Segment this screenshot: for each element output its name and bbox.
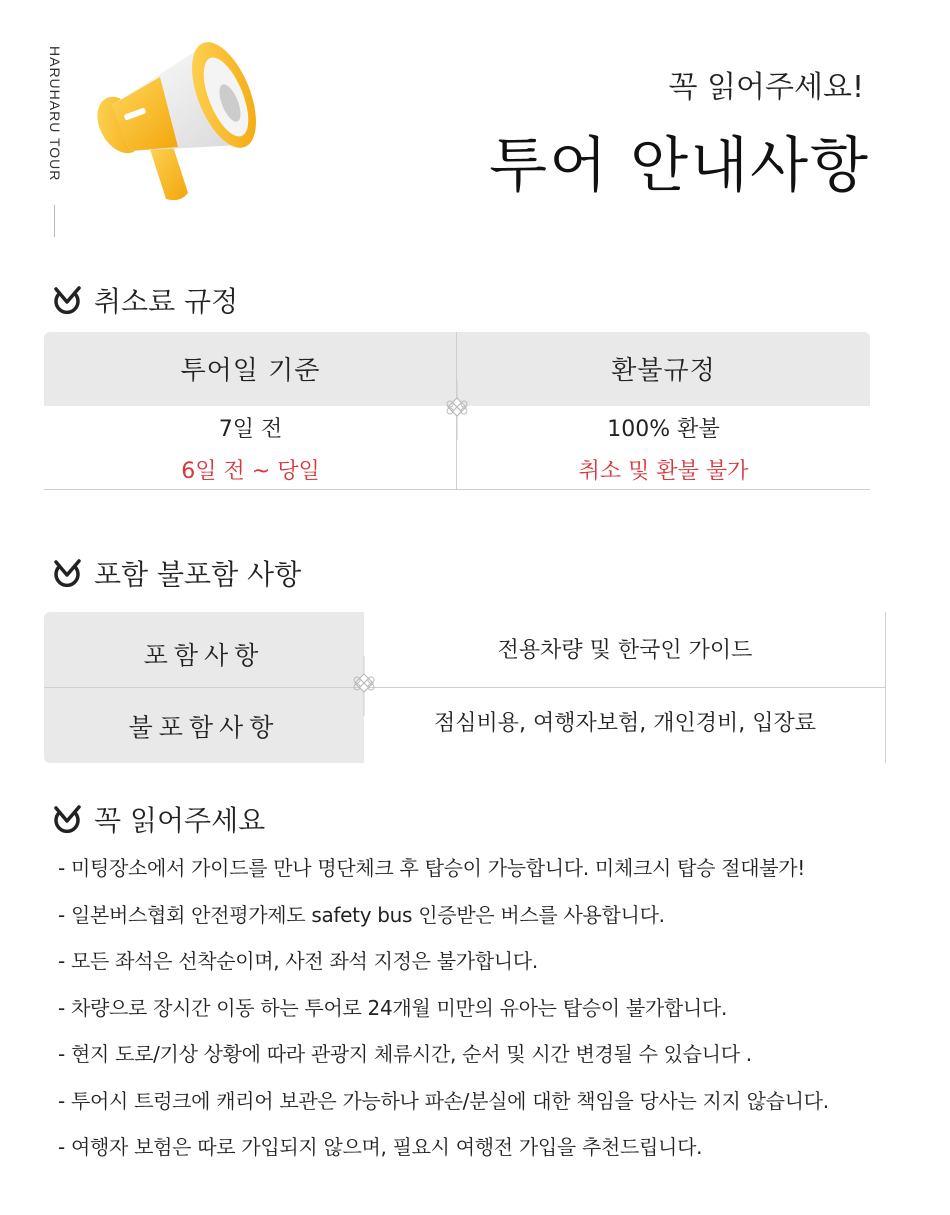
megaphone-icon	[90, 25, 260, 210]
brand-divider	[54, 205, 55, 237]
include-label: 포함사항	[143, 641, 265, 670]
cancel-heading-text: 취소료 규정	[94, 285, 239, 318]
col-header-refund: 환불규정	[611, 356, 716, 386]
row1-when: 7일 전	[218, 417, 283, 442]
row2-when: 6일 전 ~ 당일	[181, 459, 320, 484]
include-heading-text: 포함 불포함 사항	[94, 558, 302, 591]
cancel-section-heading	[52, 280, 238, 320]
check-circle-icon	[52, 558, 82, 588]
col-header-tour-date: 투어일 기준	[180, 356, 321, 386]
list-item: - 투어시 트렁크에 캐리어 보관은 가능하나 파손/분실에 대한 책임을 당사는 지지 않습니다.	[58, 1088, 829, 1113]
list-item: - 차량으로 장시간 이동 하는 투어로 24개월 미만의 유아는 탑승이 불가합니다.	[58, 995, 727, 1020]
list-item: - 일본버스협회 안전평가제도 safety bus 인증받은 버스를 사용합니다.	[58, 902, 665, 927]
header-subtitle: 꼭 읽어주세요!	[668, 70, 864, 105]
brand-vertical-text: HARUHARU TOUR	[47, 46, 63, 182]
list-item: - 현지 도로/기상 상황에 따라 관광지 체류시간, 순서 및 시간 변경될 수 있습니다 .	[58, 1042, 752, 1066]
row-divider-left	[44, 687, 364, 688]
notice-heading-text: 꼭 읽어주세요	[94, 804, 266, 837]
list-item: - 여행자 보험은 따로 가입되지 않으며, 필요시 여행전 가입을 추천드립니다.	[58, 1135, 703, 1159]
exclude-label: 불포함사항	[128, 713, 280, 742]
include-value: 전용차량 및 한국인 가이드	[497, 638, 753, 663]
exclude-value: 점심비용, 여행자보험, 개인경비, 입장료	[434, 711, 816, 736]
page-title: 투어 안내사항	[489, 131, 870, 201]
notice-section-heading	[52, 799, 265, 839]
check-circle-icon	[52, 804, 82, 834]
table-bottom-border	[44, 489, 870, 490]
table-right-border	[885, 612, 886, 763]
notice-list	[58, 852, 829, 1178]
include-section-heading	[52, 553, 301, 593]
decorative-knot-icon	[351, 656, 377, 716]
include-table	[44, 612, 886, 763]
row1-refund: 100% 환불	[607, 417, 720, 442]
cancel-table	[44, 332, 870, 490]
check-circle-icon	[52, 285, 82, 315]
row2-refund: 취소 및 환불 불가	[578, 459, 749, 484]
list-item: - 미팅장소에서 가이드를 만나 명단체크 후 탑승이 가능합니다. 미체크시 탑승 절대불가!	[58, 856, 805, 880]
list-item: - 모든 좌석은 선착순이며, 사전 좌석 지정은 불가합니다.	[58, 949, 538, 973]
